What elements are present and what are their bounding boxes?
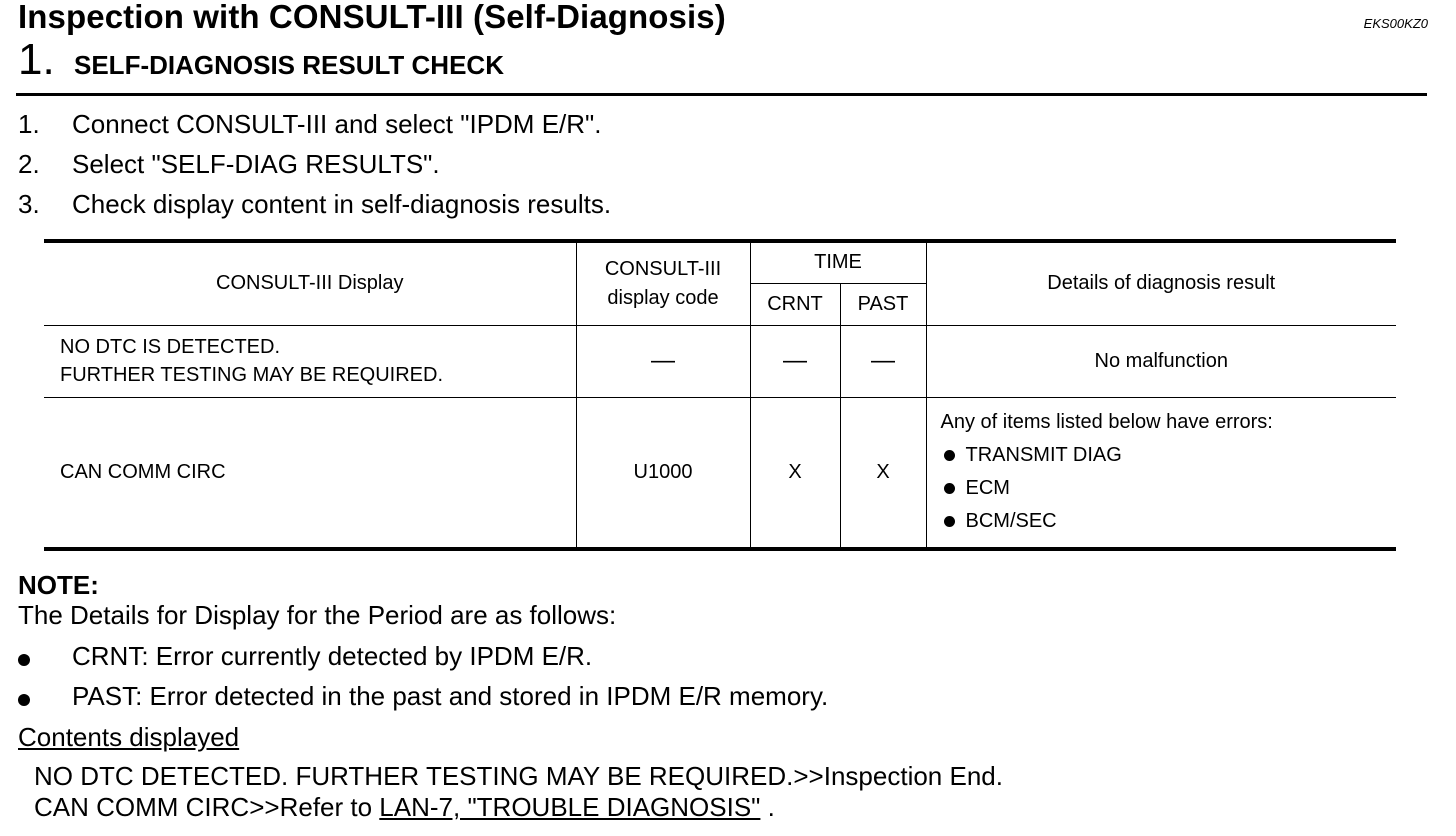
header-display-code	[576, 241, 750, 325]
header-consult-display: CONSULT-III Display	[44, 241, 576, 325]
note-text: The Details for Display for the Period are as follows:	[18, 600, 617, 630]
step-title: SELF-DIAGNOSIS RESULT CHECK	[74, 50, 504, 80]
cell-crnt: —	[750, 325, 840, 397]
cell-details: No malfunction	[926, 325, 1396, 397]
table-row	[44, 397, 1396, 549]
step-number: 1.	[18, 35, 55, 84]
procedure-step-1	[18, 109, 601, 140]
contents-heading: Contents displayed	[18, 722, 240, 752]
bullet-icon	[18, 654, 30, 666]
trouble-diagnosis-link[interactable]: LAN-7, "TROUBLE DIAGNOSIS"	[379, 792, 761, 822]
cell-code: —	[576, 325, 750, 397]
header-past: PAST	[840, 283, 926, 325]
bullet-icon	[944, 516, 955, 527]
procedure-step-number: 1.	[18, 109, 40, 139]
page-title: Inspection with CONSULT-III (Self-Diagnosis)	[18, 0, 726, 35]
cell-crnt: X	[750, 397, 840, 549]
result-line-can-comm	[34, 792, 775, 823]
details-heading: Any of items listed below have errors:	[940, 411, 1273, 434]
details-list	[927, 405, 1397, 539]
bullet-icon	[944, 450, 955, 461]
procedure-step-text: Connect CONSULT-III and select "IPDM E/R".	[72, 109, 602, 139]
list-item-text: BCM/SEC	[965, 510, 1057, 533]
cell-display-line1: NO DTC IS DETECTED.	[60, 335, 281, 358]
list-item	[941, 444, 1397, 467]
header-time: TIME	[750, 241, 926, 283]
bullet-icon	[18, 694, 30, 706]
procedure-step-text: Check display content in self-diagnosis results.	[72, 189, 612, 219]
note-label: NOTE:	[18, 570, 99, 600]
procedure-step-number: 2.	[18, 149, 40, 179]
procedure-step-3	[18, 189, 611, 220]
header-details: Details of diagnosis result	[926, 241, 1396, 325]
note-bullet-text: PAST: Error detected in the past and stored in IPDM E/R memory.	[72, 681, 829, 711]
header-display-code-line1: CONSULT-III	[604, 257, 722, 280]
procedure-step-text: Select "SELF-DIAG RESULTS".	[72, 149, 440, 179]
note-bullet-text: CRNT: Error currently detected by IPDM E/R.	[72, 641, 593, 671]
list-item-text: TRANSMIT DIAG	[965, 444, 1122, 467]
result-line-prefix: CAN COMM CIRC>>Refer to	[34, 792, 380, 822]
table-header-row	[44, 241, 1396, 283]
bullet-icon	[944, 483, 955, 494]
procedure-step-number: 3.	[18, 189, 40, 219]
cell-display	[44, 325, 576, 397]
header-divider	[16, 93, 1427, 96]
header-display-code-line2: display code	[607, 286, 719, 309]
cell-display: CAN COMM CIRC	[44, 397, 576, 549]
list-item-text: ECM	[965, 477, 1010, 500]
cell-display-line2: FURTHER TESTING MAY BE REQUIRED.	[60, 363, 444, 386]
diagnosis-table	[44, 239, 1396, 551]
cell-details	[926, 397, 1396, 549]
cell-past: X	[840, 397, 926, 549]
list-item	[941, 510, 1397, 533]
list-item	[941, 477, 1397, 500]
result-line-no-dtc: NO DTC DETECTED. FURTHER TESTING MAY BE REQUIRED.>>Inspection End.	[34, 761, 1003, 791]
procedure-step-2	[18, 149, 440, 180]
table-row	[44, 325, 1396, 397]
header-crnt: CRNT	[750, 283, 840, 325]
cell-code: U1000	[576, 397, 750, 549]
document-code: EKS00KZ0	[1363, 16, 1428, 31]
result-line-suffix: .	[760, 792, 775, 822]
cell-past: —	[840, 325, 926, 397]
